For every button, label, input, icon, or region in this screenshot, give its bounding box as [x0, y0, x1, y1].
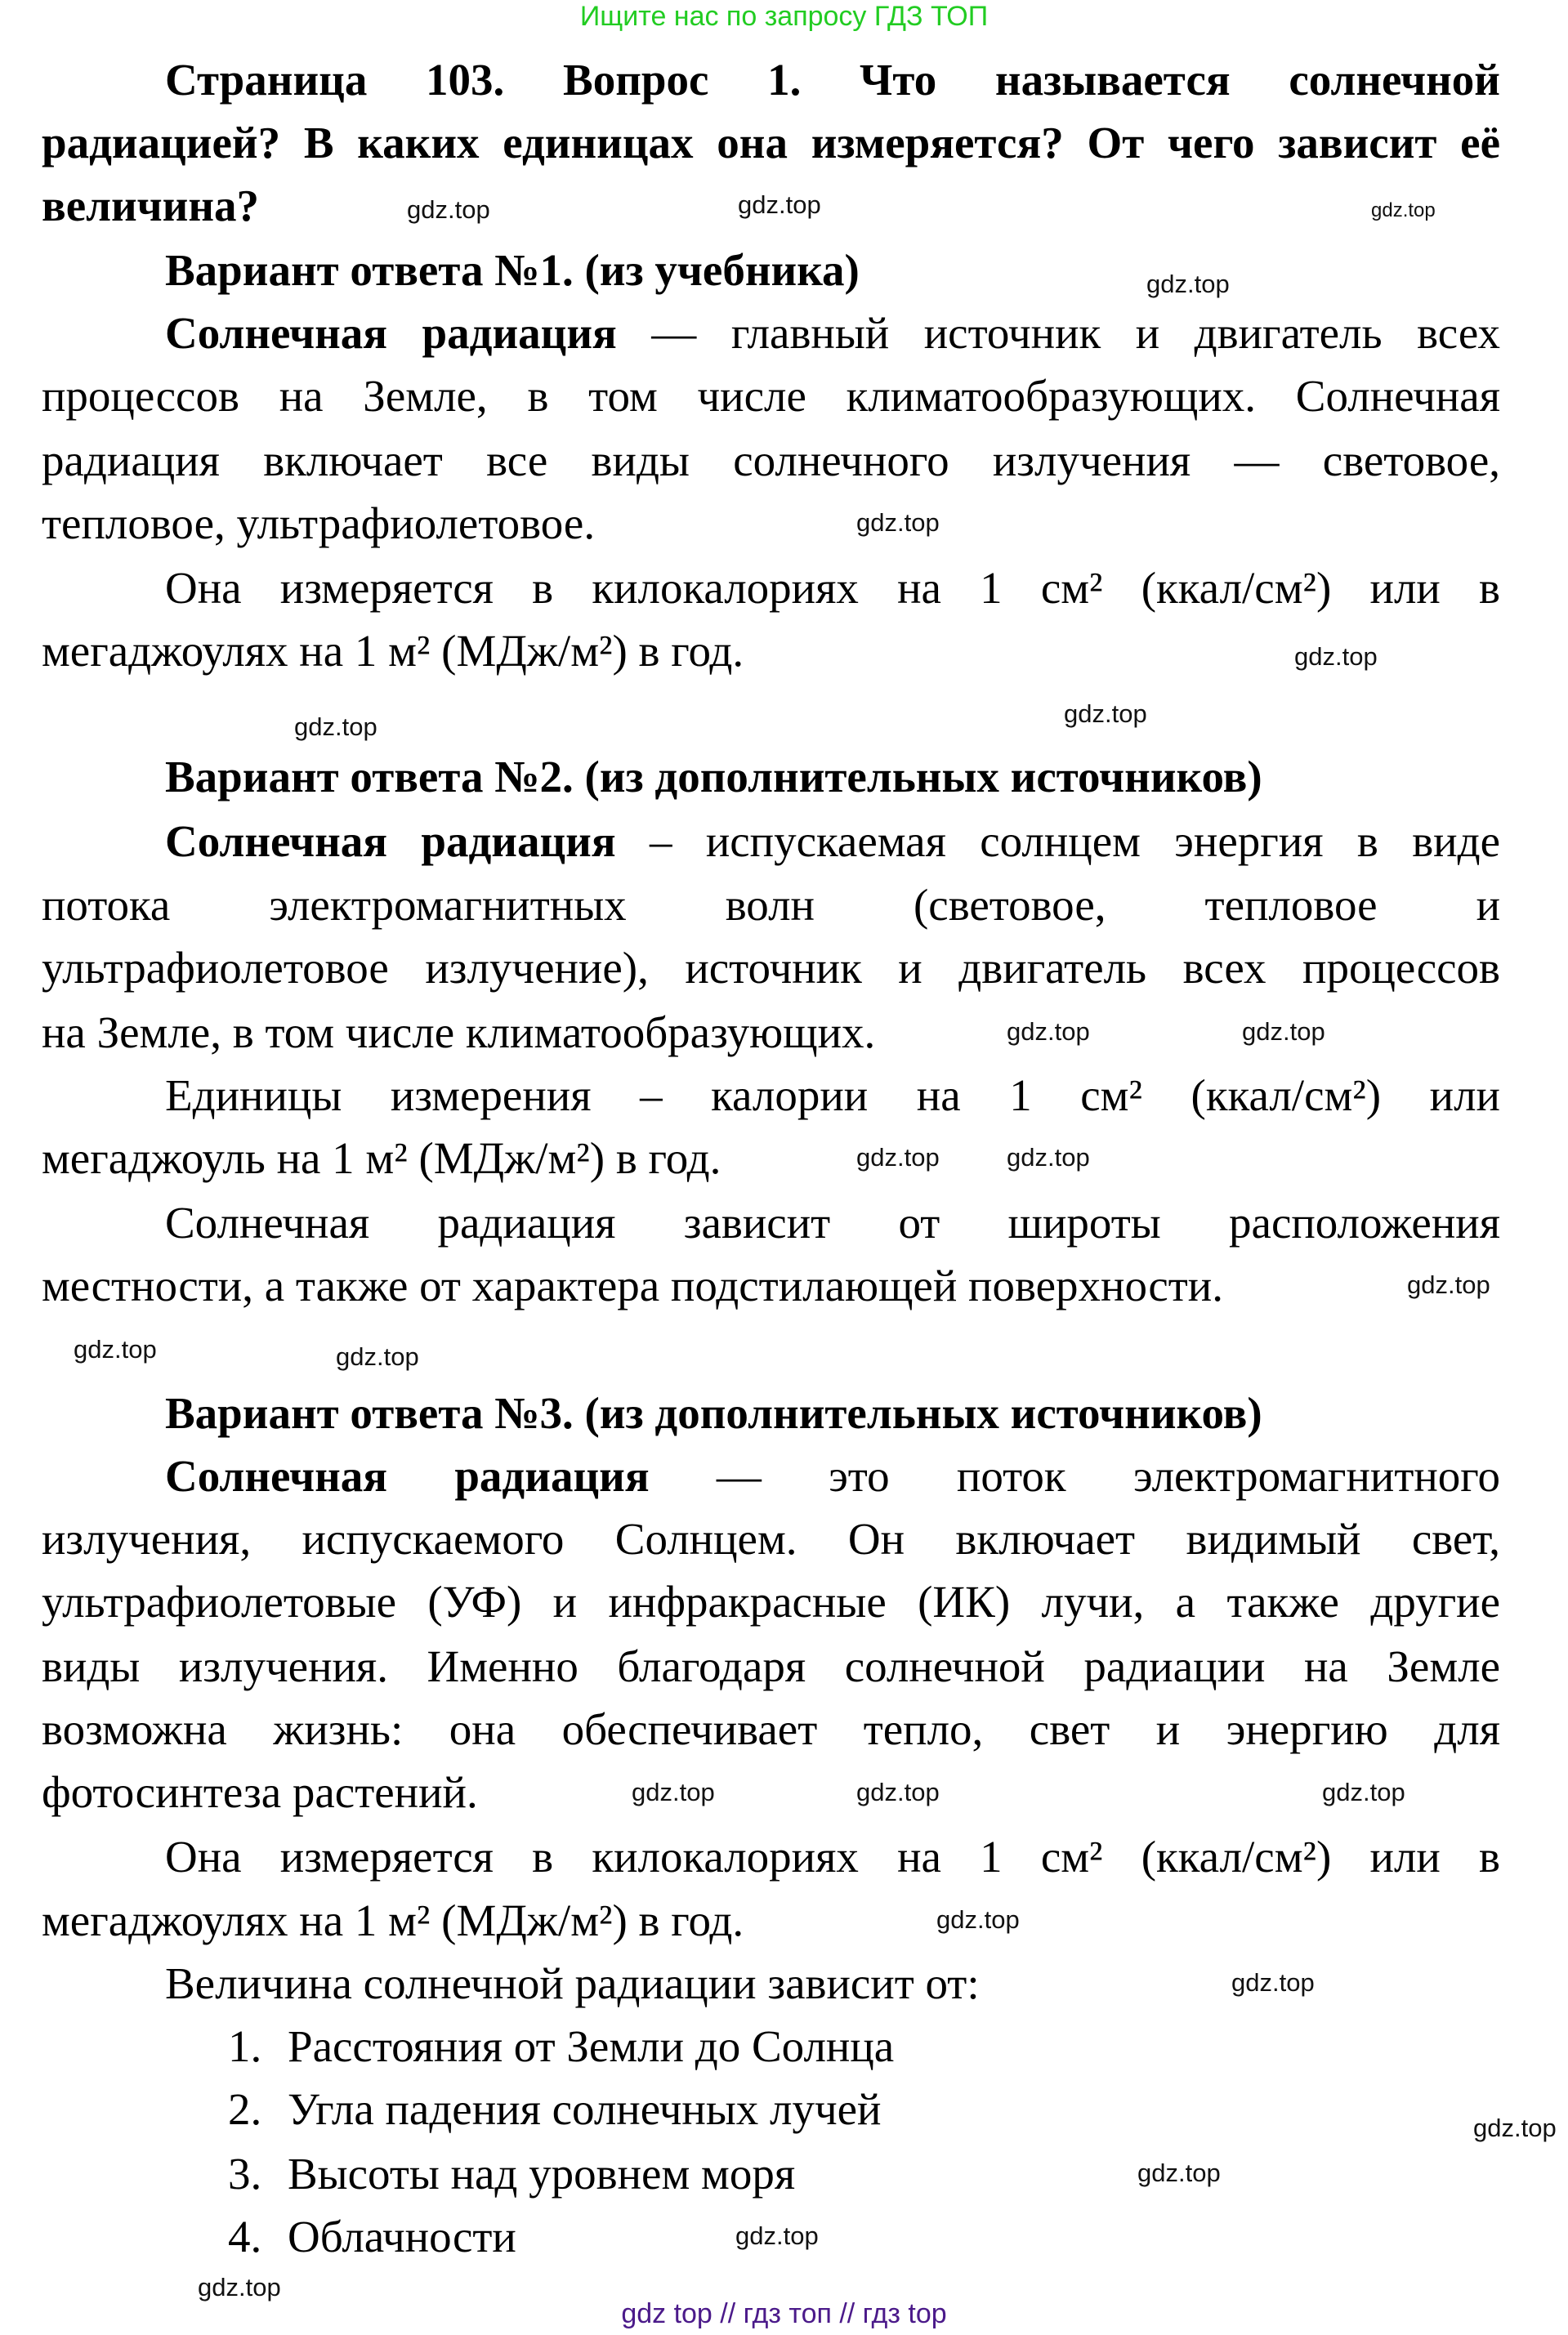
paragraph-line: [42, 1698, 1500, 1761]
line-text: процессов на Земле, в том числе климатообразующих. Солнечная: [42, 371, 1500, 421]
paragraph-line: [42, 1570, 1500, 1633]
paragraph-line: [42, 1001, 875, 1064]
bold-term: Солнечная радиация: [165, 1451, 650, 1501]
question-title-line: [42, 111, 1500, 174]
watermark-text: gdz.top: [294, 712, 377, 741]
list-number: 2.: [228, 2084, 262, 2134]
watermark-text: gdz.top: [74, 1335, 157, 1364]
line-text: Величина солнечной радиации зависит от:: [165, 1958, 980, 2008]
line-text: Страница 103. Вопрос 1. Что называется солнечной: [165, 55, 1500, 105]
line-text: Солнечная радиация зависит от широты расположения: [165, 1198, 1500, 1248]
paragraph-line: [42, 1127, 721, 1190]
list-text: Расстояния от Земли до Солнца: [288, 2021, 895, 2071]
watermark-text: gdz.top: [1473, 2114, 1557, 2142]
watermark-text: gdz.top: [336, 1342, 419, 1371]
list-item: [228, 2205, 516, 2268]
paragraph-line: [165, 301, 1500, 364]
paragraph-line: [165, 1825, 1500, 1888]
paragraph-line: [165, 1064, 1500, 1127]
paragraph-line: [42, 492, 595, 555]
watermark-text: gdz.top: [856, 1143, 940, 1172]
line-text: ультрафиолетовые (УФ) и инфракрасные (ИК) лучи, а также другие: [42, 1577, 1500, 1627]
list-text: Угла падения солнечных лучей: [288, 2084, 882, 2134]
watermark-text: gdz.top: [407, 195, 490, 224]
paragraph-line: [42, 1635, 1500, 1698]
watermark-text: gdz.top: [856, 1778, 940, 1806]
variant-heading: [165, 239, 860, 301]
line-text: – испускаемая солнцем энергия в виде: [615, 816, 1500, 866]
paragraph-line: [42, 1761, 478, 1824]
line-text: Единицы измерения – калории на 1 см² (ккал/см²) или: [165, 1070, 1500, 1120]
list-text: Высоты над уровнем моря: [288, 2149, 796, 2199]
paragraph-line: [42, 429, 1500, 492]
variant-heading: [165, 1382, 1262, 1444]
list-number: 1.: [228, 2021, 262, 2071]
watermark-text: gdz.top: [1007, 1017, 1090, 1046]
watermark-text: gdz.top: [1407, 1270, 1490, 1299]
watermark-text: gdz.top: [735, 2221, 819, 2250]
paragraph-line: [42, 619, 744, 682]
line-text: возможна жизнь: она обеспечивает тепло, свет и энергию для: [42, 1704, 1500, 1754]
line-text: тепловое, ультрафиолетовое.: [42, 498, 596, 548]
paragraph-line: [42, 1254, 1223, 1317]
paragraph-line: [42, 936, 1500, 999]
paragraph-line: [42, 364, 1500, 427]
watermark-text: gdz.top: [1064, 699, 1147, 728]
bold-term: Солнечная радиация: [165, 308, 617, 358]
line-text: Она измеряется в килокалориях на 1 см² (ккал/см²) или в: [165, 563, 1500, 613]
line-text: Вариант ответа №3. (из дополнительных источников): [165, 1388, 1262, 1438]
paragraph-line: [42, 873, 1500, 936]
paragraph-line: [42, 1889, 744, 1952]
paragraph-line: [165, 1952, 980, 2015]
search-banner[interactable]: Ищите нас по запросу ГДЗ ТОП: [579, 1, 989, 32]
paragraph-line: [42, 1507, 1500, 1570]
line-text: Вариант ответа №1. (из учебника): [165, 245, 860, 295]
paragraph-line: [165, 810, 1500, 873]
line-text: мегаджоулях на 1 м² (МДж/м²) в год.: [42, 626, 744, 676]
variant-heading: [165, 745, 1262, 808]
line-text: радиация включает все виды солнечного излучения — световое,: [42, 435, 1500, 485]
watermark-text: gdz.top: [632, 1778, 715, 1806]
watermark-text: gdz.top: [936, 1905, 1020, 1934]
list-item: [228, 2015, 894, 2078]
watermark-text: gdz.top: [1231, 1968, 1315, 1997]
watermark-text: gdz.top: [1146, 270, 1230, 298]
line-text: — это поток электромагнитного: [649, 1451, 1500, 1501]
line-text: на Земле, в том числе климатообразующих.: [42, 1007, 876, 1057]
watermark-text: gdz.top: [738, 190, 821, 219]
list-text: Облачности: [288, 2212, 516, 2261]
line-text: мегаджоуль на 1 м² (МДж/м²) в год.: [42, 1133, 721, 1183]
question-title-line: [42, 174, 259, 237]
paragraph-line: [165, 1444, 1500, 1507]
line-text: виды излучения. Именно благодаря солнечной радиации на Земле: [42, 1641, 1500, 1691]
line-text: потока электромагнитных волн (световое, тепловое и: [42, 880, 1500, 930]
line-text: фотосинтеза растений.: [42, 1767, 478, 1817]
watermark-text: gdz.top: [856, 508, 940, 537]
list-item: [228, 2142, 795, 2205]
watermark-text: gdz.top: [1007, 1143, 1090, 1172]
line-text: величина?: [42, 181, 260, 230]
watermark-text: gdz.top: [1371, 199, 1436, 221]
line-text: излучения, испускаемого Солнцем. Он включает видимый свет,: [42, 1514, 1500, 1564]
list-number: 4.: [228, 2212, 262, 2261]
line-text: — главный источник и двигатель всех: [616, 308, 1500, 358]
question-title-line: [165, 48, 1500, 111]
paragraph-line: [165, 1191, 1500, 1254]
bold-term: Солнечная радиация: [165, 816, 616, 866]
line-text: радиацией? В каких единицах она измеряется? От чего зависит её: [42, 118, 1500, 167]
watermark-text: gdz.top: [1242, 1017, 1325, 1046]
paragraph-line: [165, 556, 1500, 619]
line-text: Вариант ответа №2. (из дополнительных источников): [165, 752, 1262, 801]
line-text: ультрафиолетовое излучение), источник и двигатель всех процессов: [42, 943, 1500, 993]
line-text: мегаджоулях на 1 м² (МДж/м²) в год.: [42, 1895, 744, 1945]
watermark-text: gdz.top: [1294, 642, 1378, 671]
watermark-text: gdz.top: [1322, 1778, 1405, 1806]
list-number: 3.: [228, 2149, 262, 2199]
line-text: Она измеряется в килокалориях на 1 см² (ккал/см²) или в: [165, 1832, 1500, 1882]
line-text: местности, а также от характера подстилающей поверхности.: [42, 1261, 1223, 1310]
footer-links[interactable]: gdz top // гдз топ // гдз top: [621, 2298, 947, 2329]
list-item: [228, 2078, 882, 2141]
watermark-text: gdz.top: [198, 2273, 281, 2302]
watermark-text: gdz.top: [1137, 2159, 1221, 2187]
